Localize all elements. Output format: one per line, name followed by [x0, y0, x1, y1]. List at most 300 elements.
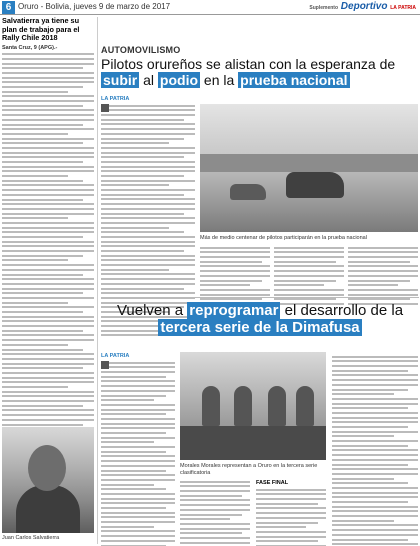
- text-line: [2, 330, 83, 332]
- text-line: [2, 306, 94, 308]
- text-line: [2, 175, 68, 177]
- photo-figure-torso: [16, 485, 80, 533]
- page-header: [0, 0, 420, 15]
- text-line: [348, 265, 418, 267]
- main-headline: [101, 56, 419, 88]
- text-line: [101, 236, 195, 238]
- text-line: [2, 377, 94, 379]
- text-line: [332, 468, 418, 470]
- text-line: [332, 501, 408, 503]
- text-line: [2, 77, 94, 79]
- drop-cap: [101, 104, 109, 112]
- second-photo: [180, 352, 326, 460]
- text-line: [101, 288, 184, 290]
- text-line: [332, 473, 418, 475]
- story-separator: [101, 297, 419, 298]
- text-line: [332, 487, 418, 489]
- text-line: [2, 316, 94, 318]
- logo-text: Deportivo: [340, 1, 388, 12]
- text-line: [101, 437, 175, 439]
- text-line: [332, 435, 394, 437]
- text-line: [256, 522, 318, 524]
- text-line: [332, 492, 418, 494]
- text-line: [2, 53, 94, 55]
- text-line: [101, 194, 184, 196]
- text-line: [332, 510, 418, 512]
- text-line: [2, 63, 94, 65]
- headline-part: Pilotos orureños se alistan con la esperanza de: [101, 56, 396, 72]
- text-line: [2, 353, 94, 355]
- text-line: [101, 255, 195, 257]
- text-line: [2, 203, 94, 205]
- text-line: [101, 114, 195, 116]
- text-line: [101, 250, 184, 252]
- text-line: [332, 543, 418, 545]
- text-line: [180, 499, 250, 501]
- photo-person: [234, 386, 252, 426]
- text-line: [101, 535, 175, 537]
- body-text: [256, 489, 326, 546]
- section-logo: [309, 1, 416, 12]
- text-line: [180, 485, 250, 487]
- text-line: [200, 289, 270, 291]
- text-line: [2, 339, 94, 341]
- text-line: [332, 398, 418, 400]
- text-line: [101, 227, 169, 229]
- text-line: [101, 189, 195, 191]
- photo-person: [268, 386, 286, 426]
- text-line: [101, 455, 175, 457]
- photo-person: [202, 386, 220, 426]
- text-line: [2, 170, 94, 172]
- text-line: [274, 265, 344, 267]
- text-line: [332, 524, 418, 526]
- text-line: [2, 119, 94, 121]
- text-line: [101, 413, 166, 415]
- text-line: [2, 58, 94, 60]
- main-photo: [200, 104, 418, 232]
- text-line: [332, 389, 408, 391]
- text-line: [2, 91, 68, 93]
- text-line: [2, 161, 83, 163]
- text-line: [2, 344, 68, 346]
- text-line: [2, 372, 94, 374]
- text-line: [2, 217, 68, 219]
- text-line: [101, 516, 175, 518]
- text-line: [101, 138, 184, 140]
- main-body-col-3: [274, 244, 344, 296]
- sidebar-photo: [2, 427, 94, 533]
- text-line: [2, 184, 94, 186]
- text-line: [2, 166, 94, 168]
- text-line: [2, 311, 83, 313]
- text-line: [101, 273, 195, 275]
- text-line: [256, 512, 326, 514]
- text-line: [274, 280, 336, 282]
- text-line: [256, 531, 326, 533]
- text-line: [101, 203, 195, 205]
- page-number: 6: [2, 1, 15, 14]
- logo-tag: LA PATRIA: [390, 5, 416, 11]
- text-line: [2, 274, 83, 276]
- text-line: [2, 381, 94, 383]
- text-line: [2, 114, 94, 116]
- second-body-col-3: [256, 478, 326, 542]
- photo-person: [296, 386, 314, 426]
- main-body-col-1: [101, 96, 195, 294]
- text-line: [332, 365, 418, 367]
- text-line: [256, 489, 326, 491]
- photo-figure-head: [28, 445, 66, 491]
- text-line: [274, 294, 344, 296]
- text-line: [101, 142, 169, 144]
- drop-cap: [101, 361, 109, 369]
- text-line: [101, 498, 175, 500]
- text-line: [2, 395, 94, 397]
- text-line: [101, 399, 154, 401]
- second-body-col-1: [101, 353, 175, 543]
- sidebar-byline: Santa Cruz, 9 (APG).-: [2, 44, 58, 51]
- text-line: [101, 222, 195, 224]
- photo-car: [286, 172, 344, 198]
- text-line: [256, 503, 318, 505]
- text-line: [101, 540, 175, 542]
- text-line: [2, 124, 83, 126]
- text-line: [2, 156, 94, 158]
- text-line: [2, 386, 68, 388]
- text-line: [101, 427, 175, 429]
- text-line: [101, 460, 175, 462]
- text-line: [2, 255, 83, 257]
- text-line: [101, 241, 195, 243]
- text-line: [256, 493, 326, 495]
- text-line: [2, 269, 94, 271]
- body-text: [332, 356, 418, 546]
- text-line: [101, 502, 175, 504]
- text-line: [2, 302, 68, 304]
- text-line: [180, 495, 242, 497]
- text-line: [101, 264, 195, 266]
- text-line: [348, 280, 410, 282]
- text-line: [332, 360, 418, 362]
- sidebar-body-text: [2, 53, 94, 453]
- text-line: [348, 298, 410, 300]
- text-line: [348, 261, 410, 263]
- text-line: [2, 264, 94, 266]
- text-line: [348, 289, 418, 291]
- text-line: [332, 534, 418, 536]
- text-line: [101, 441, 154, 443]
- text-line: [256, 498, 326, 500]
- text-line: [348, 247, 418, 249]
- headline-part: el desarrollo de la: [280, 302, 404, 319]
- text-line: [2, 288, 94, 290]
- text-line: [101, 283, 195, 285]
- text-line: [101, 217, 195, 219]
- text-line: [101, 128, 195, 130]
- text-line: [101, 109, 195, 111]
- text-line: [180, 490, 250, 492]
- text-line: [200, 270, 270, 272]
- text-line: [332, 454, 418, 456]
- text-line: [200, 298, 262, 300]
- text-line: [2, 194, 94, 196]
- main-body-col-4: [348, 244, 418, 296]
- text-line: [332, 496, 418, 498]
- text-line: [200, 261, 262, 263]
- text-line: [2, 227, 94, 229]
- text-line: [332, 445, 408, 447]
- text-line: [101, 474, 175, 476]
- text-line: [332, 478, 394, 480]
- text-line: [101, 423, 175, 425]
- text-line: [101, 180, 195, 182]
- text-line: [2, 95, 94, 97]
- text-line: [2, 297, 94, 299]
- text-line: [348, 294, 418, 296]
- headline-highlight: podio: [159, 72, 199, 88]
- text-line: [332, 403, 418, 405]
- text-line: [348, 256, 418, 258]
- text-line: [2, 292, 83, 294]
- text-line: [101, 479, 175, 481]
- second-body-col-4: [332, 353, 418, 543]
- headline-part: al: [139, 72, 158, 88]
- text-line: [332, 370, 408, 372]
- sidebar-photo-caption: Juan Carlos Salvatierra: [2, 535, 60, 541]
- column-divider: [97, 17, 98, 544]
- text-line: [101, 521, 175, 523]
- text-line: [256, 540, 318, 542]
- text-line: [101, 432, 166, 434]
- text-line: [332, 384, 418, 386]
- text-line: [101, 366, 175, 368]
- text-line: [348, 284, 398, 286]
- text-line: [332, 426, 408, 428]
- text-line: [332, 529, 418, 531]
- text-line: [332, 449, 418, 451]
- text-line: [332, 515, 418, 517]
- text-line: [101, 376, 166, 378]
- text-line: [332, 374, 418, 376]
- text-line: [101, 385, 175, 387]
- text-line: [200, 280, 262, 282]
- main-kicker: AUTOMOVILISMO: [101, 45, 181, 55]
- text-line: [2, 349, 83, 351]
- text-line: [2, 105, 83, 107]
- text-line: [2, 419, 94, 421]
- text-line: [2, 367, 83, 369]
- text-line: [101, 198, 195, 200]
- text-line: [2, 334, 94, 336]
- text-line: [180, 532, 242, 534]
- text-line: [200, 275, 270, 277]
- text-line: [2, 208, 94, 210]
- second-subhead: FASE FINAL: [256, 480, 289, 486]
- text-line: [2, 414, 94, 416]
- text-line: [101, 156, 184, 158]
- text-line: [2, 142, 83, 144]
- text-line: [348, 270, 418, 272]
- photo-car-secondary: [230, 184, 266, 200]
- photo-desk: [180, 426, 326, 460]
- text-line: [274, 251, 344, 253]
- text-line: [332, 464, 408, 466]
- text-line: [332, 459, 418, 461]
- text-line: [2, 81, 94, 83]
- second-body-col-2: [180, 478, 250, 542]
- text-line: [101, 147, 195, 149]
- text-line: [101, 184, 169, 186]
- text-line: [101, 213, 184, 215]
- text-line: [101, 208, 195, 210]
- text-line: [332, 417, 418, 419]
- text-line: [101, 105, 195, 107]
- text-line: [332, 412, 418, 414]
- text-line: [348, 251, 418, 253]
- main-source: LA PATRIA: [101, 96, 130, 102]
- text-line: [101, 512, 175, 514]
- text-line: [2, 189, 94, 191]
- text-line: [274, 261, 336, 263]
- text-line: [348, 275, 418, 277]
- text-line: [2, 147, 94, 149]
- text-line: [101, 395, 166, 397]
- text-line: [101, 119, 184, 121]
- text-line: [2, 72, 94, 74]
- text-line: [101, 170, 195, 172]
- text-line: [101, 493, 175, 495]
- text-line: [2, 180, 83, 182]
- text-line: [2, 400, 94, 402]
- text-line: [274, 270, 344, 272]
- text-line: [101, 488, 166, 490]
- text-line: [2, 391, 94, 393]
- text-line: [2, 278, 94, 280]
- text-line: [180, 523, 250, 525]
- text-line: [101, 470, 166, 472]
- photo-crowd: [200, 154, 418, 172]
- body-text: [180, 481, 250, 546]
- text-line: [2, 109, 94, 111]
- text-line: [101, 175, 184, 177]
- text-line: [256, 526, 306, 528]
- text-line: [256, 536, 326, 538]
- text-line: [101, 362, 175, 364]
- headline-highlight: subir: [103, 72, 138, 88]
- headline-highlight: prueba nacional: [240, 72, 348, 88]
- text-line: [2, 250, 94, 252]
- text-line: [2, 363, 94, 365]
- text-line: [332, 520, 394, 522]
- main-photo-caption: Más de medio centenar de pilotos participarán en la prueba nacional: [200, 235, 367, 241]
- text-line: [101, 231, 184, 233]
- text-line: [2, 283, 94, 285]
- text-line: [180, 542, 250, 544]
- text-line: [2, 236, 83, 238]
- headline-highlight: reprogramar: [189, 302, 279, 319]
- text-line: [101, 371, 175, 373]
- text-line: [101, 278, 195, 280]
- text-line: [256, 507, 326, 509]
- text-line: [101, 530, 175, 532]
- text-line: [332, 482, 408, 484]
- text-line: [200, 256, 270, 258]
- text-line: [2, 320, 94, 322]
- text-line: [256, 517, 326, 519]
- text-line: [332, 407, 408, 409]
- text-line: [180, 518, 230, 520]
- text-line: [2, 231, 94, 233]
- text-line: [332, 431, 418, 433]
- text-line: [2, 67, 83, 69]
- text-line: [2, 100, 94, 102]
- logo-prefix: Suplemento: [309, 5, 339, 11]
- text-line: [180, 509, 250, 511]
- second-headline: [101, 302, 419, 336]
- text-line: [180, 504, 250, 506]
- text-line: [180, 514, 242, 516]
- text-line: [2, 199, 83, 201]
- text-line: [274, 284, 324, 286]
- text-line: [2, 152, 94, 154]
- text-line: [2, 358, 94, 360]
- text-line: [200, 251, 270, 253]
- text-line: [2, 213, 94, 215]
- text-line: [101, 245, 195, 247]
- text-line: [274, 256, 344, 258]
- text-line: [101, 133, 195, 135]
- text-line: [2, 409, 94, 411]
- text-line: [101, 418, 175, 420]
- text-line: [200, 265, 270, 267]
- text-line: [180, 481, 250, 483]
- text-line: [2, 405, 83, 407]
- headline-part: Vuelven a: [116, 302, 188, 319]
- text-line: [101, 390, 175, 392]
- text-line: [101, 123, 195, 125]
- text-line: [332, 356, 418, 358]
- text-line: [332, 421, 418, 423]
- body-text: [101, 362, 175, 546]
- text-line: [101, 259, 195, 261]
- text-line: [101, 451, 166, 453]
- main-body-col-2: [200, 244, 270, 296]
- second-photo-caption: Morales Morales representan a Oruro en la tercera serie clasificatoria: [180, 463, 318, 476]
- text-line: [2, 128, 94, 130]
- second-source: LA PATRIA: [101, 353, 130, 359]
- text-line: [2, 325, 94, 327]
- text-line: [200, 247, 270, 249]
- text-line: [101, 507, 166, 509]
- text-line: [101, 409, 175, 411]
- text-line: [101, 465, 175, 467]
- text-line: [101, 446, 175, 448]
- text-line: [332, 379, 418, 381]
- text-line: [274, 247, 344, 249]
- text-line: [2, 133, 68, 135]
- text-line: [101, 526, 154, 528]
- text-line: [274, 289, 344, 291]
- text-line: [274, 275, 344, 277]
- sidebar-headline: Salvatierra ya tiene su plan de trabajo para el Rally Chile 2018: [2, 16, 80, 42]
- text-line: [2, 222, 94, 224]
- headline-part: en la: [200, 72, 239, 88]
- text-line: [101, 404, 175, 406]
- text-line: [101, 269, 169, 271]
- dateline: Oruro - Bolivia, jueves 9 de marzo de 2017: [18, 2, 171, 11]
- text-line: [2, 245, 94, 247]
